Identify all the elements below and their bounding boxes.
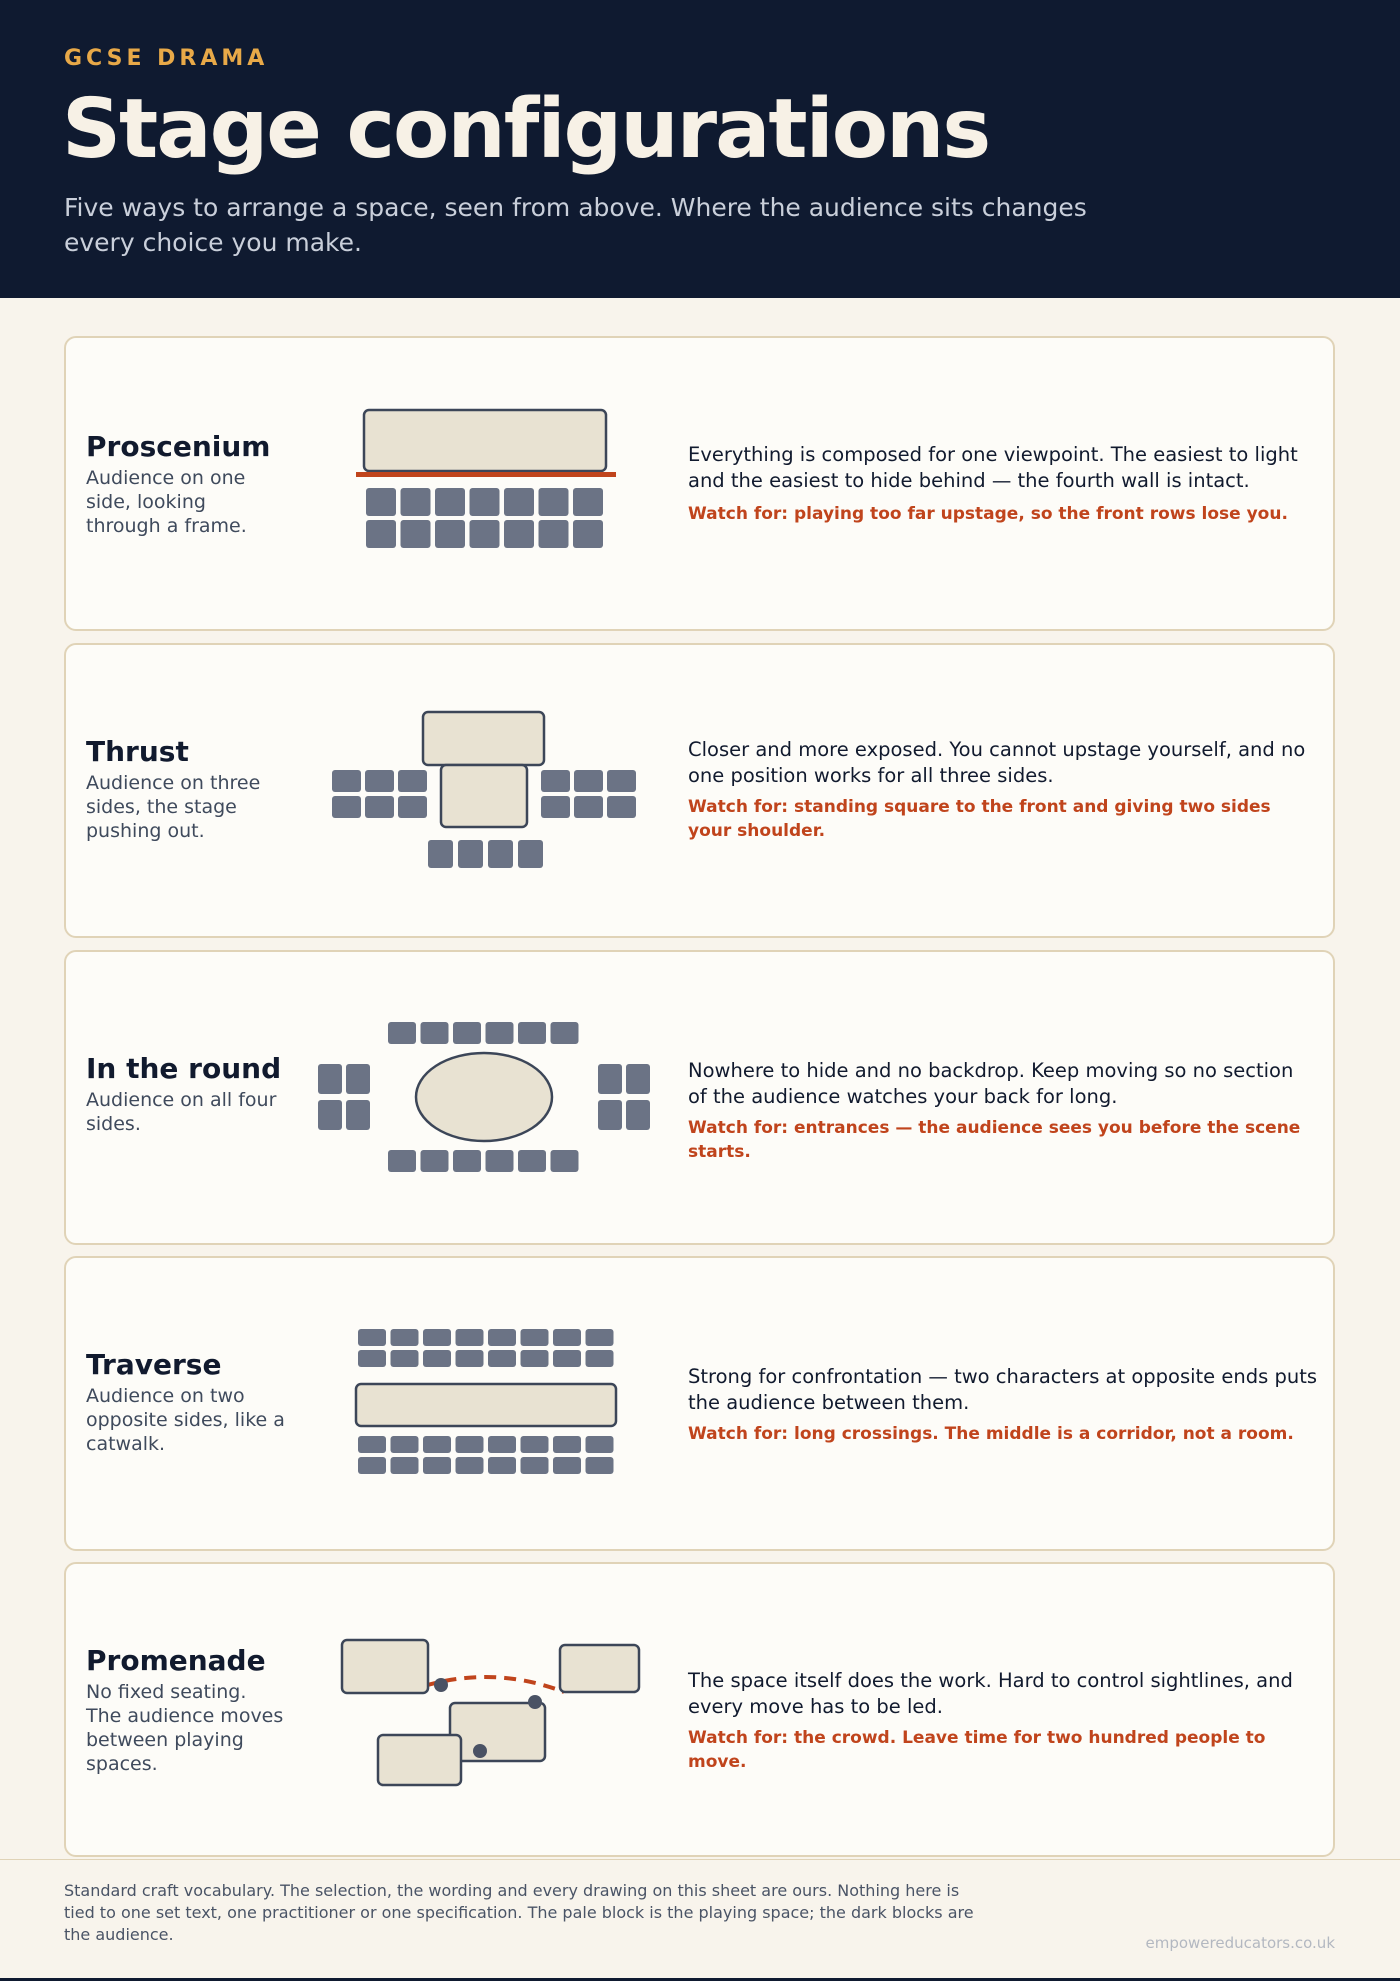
page-title: Stage configurations: [62, 82, 990, 177]
audience-seat: [318, 1064, 342, 1094]
audience-seat: [423, 1457, 451, 1474]
card-description: Nowhere to hide and no backdrop. Keep moving so no section of the audience watches your back for long.: [688, 1059, 1294, 1108]
card-subtitle: Audience on all four sides.: [86, 1089, 277, 1135]
card-title: Proscenium: [86, 430, 271, 463]
audience-seat: [366, 520, 396, 548]
audience-seats: [366, 488, 603, 548]
audience-seat: [551, 1022, 579, 1044]
audience-seat: [541, 770, 570, 792]
audience-seat: [388, 1022, 416, 1044]
audience-seat: [486, 1022, 514, 1044]
card-title: Promenade: [86, 1644, 266, 1677]
audience-seat: [553, 1457, 581, 1474]
page-header: [0, 0, 1400, 298]
audience-seat: [358, 1436, 386, 1453]
audience-seat: [391, 1329, 419, 1346]
card-description: Closer and more exposed. You cannot upstage yourself, and no one position works for all three sides.: [688, 738, 1306, 787]
audience-seat: [488, 1457, 516, 1474]
proscenium-diagram: [66, 338, 766, 633]
card-watch-note: Watch for: standing square to the front and giving two sides your shoulder.: [688, 797, 1271, 841]
audience-seat: [539, 488, 569, 516]
audience-seat: [598, 1100, 622, 1130]
audience-seat: [598, 1064, 622, 1094]
audience-seat: [586, 1457, 614, 1474]
audience-seat: [470, 520, 500, 548]
audience-seat: [456, 1329, 484, 1346]
audience-seat: [453, 1022, 481, 1044]
audience-seat: [423, 1436, 451, 1453]
audience-seat: [398, 796, 427, 818]
audience-seat: [607, 770, 636, 792]
card-subtitle: Audience on three sides, the stage pushing out.: [86, 772, 261, 842]
audience-seat: [574, 770, 603, 792]
card-subtitle: No fixed seating. The audience moves between playing spaces.: [86, 1681, 284, 1775]
audience-seat: [365, 796, 394, 818]
card-watch-note: Watch for: the crowd. Leave time for two hundred people to move.: [688, 1728, 1266, 1772]
audience-seat: [456, 1350, 484, 1367]
backstage-area: [423, 712, 544, 765]
audience-seat: [388, 1150, 416, 1172]
playing-space: [441, 765, 527, 827]
playing-space: [450, 1703, 545, 1761]
audience-seat: [573, 520, 603, 548]
audience-seat: [488, 840, 513, 868]
audience-seat: [488, 1436, 516, 1453]
audience-seat: [346, 1100, 370, 1130]
footer-note: Standard craft vocabulary. The selection, the wording and every drawing on this sheet are ours. Nothing here is tied to one set text, one practitioner or one specification. The pale block is the playing space; the dark blocks are the audience.: [64, 1881, 974, 1944]
playing-space: [560, 1645, 639, 1692]
audience-seat: [332, 770, 361, 792]
audience-seat: [486, 1150, 514, 1172]
card-subtitle: Audience on one side, looking through a frame.: [86, 467, 247, 537]
card-title: Thrust: [86, 735, 189, 768]
audience-seat: [518, 840, 543, 868]
audience-seat: [518, 1022, 546, 1044]
audience-seat: [423, 1350, 451, 1367]
audience-seat: [586, 1350, 614, 1367]
card-title: Traverse: [86, 1348, 222, 1381]
audience-seat: [398, 770, 427, 792]
in-the-round-diagram: [66, 952, 766, 1247]
audience-seat: [456, 1436, 484, 1453]
audience-seat: [488, 1329, 516, 1346]
playing-space: [356, 1384, 616, 1426]
audience-seat: [421, 1150, 449, 1172]
audience-seat: [401, 488, 431, 516]
audience-member: [434, 1678, 448, 1692]
audience-member: [473, 1744, 487, 1758]
card-description: Strong for confrontation — two characters at opposite ends puts the audience between them.: [688, 1365, 1318, 1414]
card-subtitle: Audience on two opposite sides, like a catwalk.: [86, 1385, 285, 1455]
audience-seat: [358, 1457, 386, 1474]
audience-seat: [366, 488, 396, 516]
traverse-diagram: [66, 1258, 766, 1553]
playing-space: [416, 1053, 552, 1141]
audience-seat: [504, 520, 534, 548]
card-description: Everything is composed for one viewpoint. The easiest to light and the easiest to hide behind — the fourth wall is intact.: [688, 443, 1298, 492]
audience-seat: [521, 1350, 549, 1367]
card-watch-note: Watch for: entrances — the audience sees you before the scene starts.: [688, 1118, 1301, 1162]
audience-seat: [574, 796, 603, 818]
playing-space: [378, 1735, 461, 1785]
card-promenade: [64, 1562, 1335, 1857]
card-description: The space itself does the work. Hard to control sightlines, and every move has to be led.: [688, 1669, 1293, 1718]
audience-seat: [421, 1022, 449, 1044]
audience-seat: [521, 1436, 549, 1453]
audience-seat: [607, 796, 636, 818]
audience-seat: [539, 520, 569, 548]
audience-seat: [458, 840, 483, 868]
promenade-diagram: [66, 1564, 766, 1859]
audience-seat: [551, 1150, 579, 1172]
page-subtitle: Five ways to arrange a space, seen from above. Where the audience sits changes every choice you make.: [64, 193, 1087, 257]
card-thrust: [64, 643, 1335, 938]
audience-seat: [586, 1436, 614, 1453]
card-watch-note: Watch for: long crossings. The middle is a corridor, not a room.: [688, 1424, 1294, 1444]
audience-seat: [358, 1350, 386, 1367]
audience-seat: [391, 1436, 419, 1453]
audience-seat: [518, 1150, 546, 1172]
audience-seat: [332, 796, 361, 818]
footer-site-link[interactable]: empowereducators.co.uk: [1145, 1934, 1335, 1952]
audience-seat: [553, 1350, 581, 1367]
eyebrow-label: GCSE DRAMA: [64, 46, 269, 71]
card-traverse: [64, 1256, 1335, 1551]
playing-space: [342, 1640, 428, 1693]
audience-seat: [365, 770, 394, 792]
audience-seat: [504, 488, 534, 516]
audience-seat: [318, 1100, 342, 1130]
audience-seat: [391, 1350, 419, 1367]
audience-seat: [553, 1329, 581, 1346]
audience-seat: [435, 520, 465, 548]
card-watch-note: Watch for: playing too far upstage, so the front rows lose you.: [688, 504, 1288, 524]
audience-member: [528, 1695, 542, 1709]
audience-seat: [358, 1329, 386, 1346]
audience-seat: [423, 1329, 451, 1346]
audience-seat: [541, 796, 570, 818]
card-title: In the round: [86, 1052, 282, 1085]
audience-seat: [488, 1350, 516, 1367]
footer-divider: [0, 1859, 1400, 1860]
audience-seat: [553, 1436, 581, 1453]
audience-seat: [626, 1100, 650, 1130]
audience-seat: [470, 488, 500, 516]
card-proscenium: [64, 336, 1335, 631]
card-in-the-round: [64, 950, 1335, 1245]
audience-seat: [453, 1150, 481, 1172]
audience-seat: [626, 1064, 650, 1094]
audience-seat: [428, 840, 453, 868]
audience-seat: [401, 520, 431, 548]
audience-seat: [346, 1064, 370, 1094]
audience-seat: [573, 488, 603, 516]
thrust-diagram: [66, 645, 766, 940]
audience-seat: [521, 1329, 549, 1346]
audience-route: [406, 1677, 564, 1692]
audience-seat: [435, 488, 465, 516]
audience-seat: [456, 1457, 484, 1474]
audience-seat: [391, 1457, 419, 1474]
playing-space: [364, 410, 606, 471]
audience-seat: [586, 1329, 614, 1346]
audience-seat: [521, 1457, 549, 1474]
proscenium-frame-line: [356, 472, 616, 477]
